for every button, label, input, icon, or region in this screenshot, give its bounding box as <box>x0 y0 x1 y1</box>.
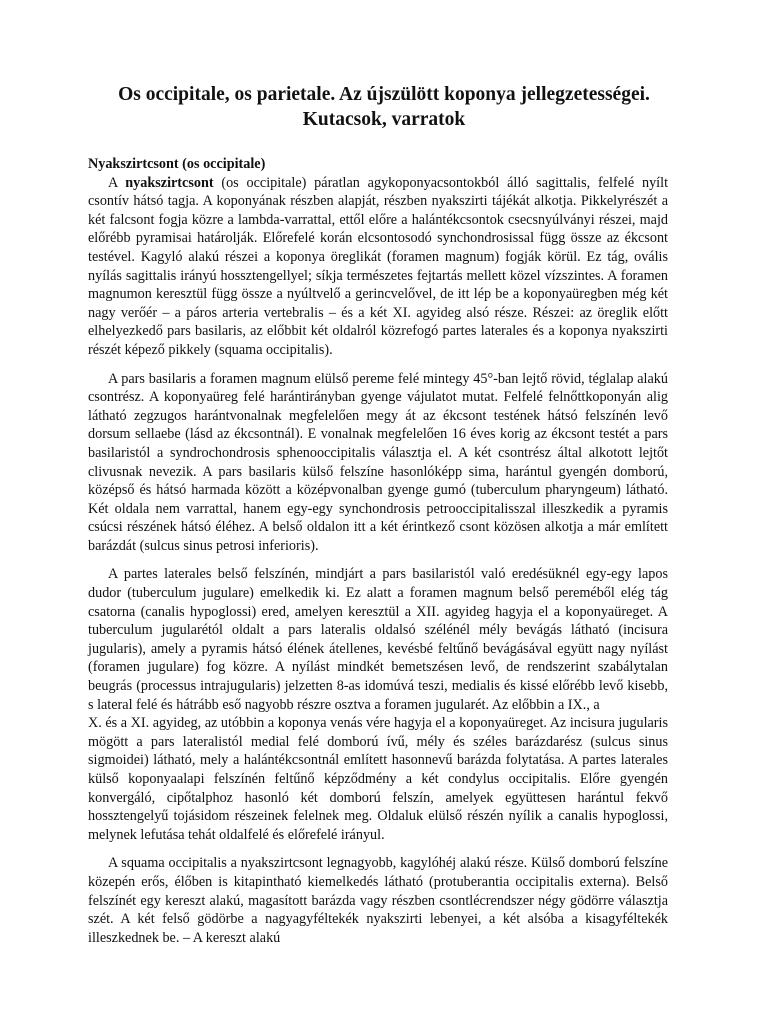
paragraph-intro-text: (os occipitale) páratlan agykoponyacsontokból álló sagittalis, felfelé nyílt csontív hátsó tagja. A koponyának részben alapját, részben nyakszirti tájékát alkotja. Pikkelyrészét a két falcsont fogja közre a lambda-varrattal, ettől előre a halántékcsontok csecsnyúlványi részei, majd előrébb pyramisai határolják. Előrefelé korán elcsontosodó synchondrosissal függ össze az ékcsont testével. Kagyló alakú részei a koponya öreglikát (foramen magnum) fogják körül. Ez tág, ovális nyílás sagittalis irányú hossztengellyel; síkja természetes fejtartás mellett közel vízszintes. A foramen magnumon keresztül függ össze a nyúltvelő a gerincvelővel, de itt lép be a koponyaüregben még két nagy verőér – a páros arteria vertebralis – és a két XI. agyideg alsó része. Részei: az öreglik előtt elhelyezkedő pars basilaris, az előbbit két oldalról közrefogó partes laterales és a koponya nyakszirti részét képező pikkely (squama occipitalis). <box>88 174 669 358</box>
page-title <box>60 82 708 132</box>
section-heading: Nyakszirtcsont (os occipitale) <box>88 156 266 172</box>
paragraph-partes-laterales: A partes laterales belső felszínén, mindjárt a pars basilaristól való eredésüknél egy-egy lapos dudor (tuberculum jugulare) emelkedik ki. Ez alatt a foramen magnum belső pereméből elég tág csatorna (canalis hypoglossi) ered, amelyen keresztül a XII. agyideg hagyja el a koponyaüreget. A tuberculum jugularétól oldalt a pars lateralis oldalsó szélénél mély bevágás látható (incisura jugularis), amely a pyramis hátsó élének átellenes, kevésbé feltűnő bevágásával együtt nagy nyílást (foramen jugulare) fog közre. A nyílást mindkét bemetszésen levő, de rendszerint szabálytalan beugrás (processus intrajugularis) jelzetten 8-as idomúvá teszi, medialis és kissé előrébb levő kisebb, s lateral felé és hátrább eső nagyobb részre osztva a foramen jugularét. Az előbbin a IX., a <box>88 566 668 713</box>
paragraph-intro-lead: A <box>108 174 126 191</box>
paragraph-squama-occipitalis: A squama occipitalis a nyakszirtcsont legnagyobb, kagylóhéj alakú része. Külső domború felszíne közepén erős, élőben is kitapintható kiemelkedés látható (protuberantia occipitalis externa). Belső felszínét egy kereszt alakú, magasított barázda vagy részben csontlécrendszer négy gödörre választja szét. A két felső gödörbe a nagyagyféltekék nyakszirti lebenyei, a két alsóba a kisagyféltekék illeszkednek be. – A kereszt alakú <box>88 855 668 946</box>
paragraph-pars-basilaris: A pars basilaris a foramen magnum elülső pereme felé mintegy 45°-ban lejtő rövid, téglalap alakú csontrész. A koponyaüreg felé harántirányban gyenge vájulatot mutat. Felfelé felnőttkoponyán alig látható zegzugos harántvonalnak megfelelően megy át az ékcsont testének hátsó felszínén levő dorsum sellaebe (lásd az ékcsontnál). E vonalnak megfelelően 16 éves korig az ékcsont testét a pars basilaristól a syndrochondrosis sphenooccipitalis választja el. A két csontrész által alkotott lejtőt clivusnak nevezik. A pars basilaris külső felszíne hasonlóképp sima, harántul gyengén domború, középső és hátsó harmada között a középvonalban gyenge gumó (tuberculum pharyngeum) látható. Két oldala nem varrattal, hanem egy-egy synchondrosis petrooccipitalisszal illeszkedik a pyramis csúcsi részének hátsó éléhez. A belső oldalon itt a két érintkező csont közösen alkotja a már említett barázdát (sulcus sinus petrosi inferioris). <box>88 370 668 554</box>
document-body <box>88 155 668 957</box>
paragraph-intro <box>88 174 668 360</box>
term-nyakszirtcsont: nyakszirtcsont <box>125 174 214 191</box>
paragraph-partes-laterales-continued: X. és a XI. agyideg, az utóbbin a koponya venás vére hagyja el a koponyaüreget. Az incisura jugularis mögött a pars lateralistól medial felé domború ívű, mély és széles barázdarész (sulcus sinus sigmoidei) látható, mely a halántékcsontnál említett hasonnevű barázda folytatása. A partes laterales külső koponyaalapi felszínén feltűnő képződmény a két condylus occipitalis. Előre gyengén konvergáló, cipőtalphoz hasonló két domború felszín, amelyek együttesen harántul fekvő hossztengelyű tojásidom részeinek felelnek meg. Oldaluk elülső részén nyílik a canalis hypoglossi, melynek lefutása tehát oldalfelé és előrefelé irányul. <box>88 715 668 843</box>
title-line-2: Kutacsok, varratok <box>302 109 466 130</box>
title-line-1: Os occipitale, os parietale. Az újszülött koponya jellegzetességei. <box>118 84 650 105</box>
